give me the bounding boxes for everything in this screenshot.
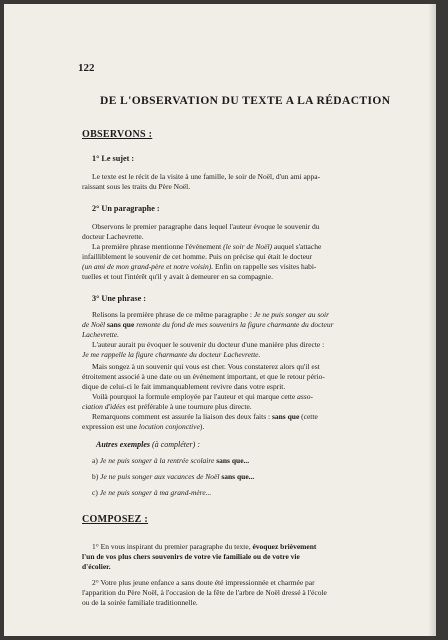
exemple-c: c) Je ne puis songer à ma grand-mère... [92,488,212,497]
paragraphe-line-3: La première phrase mentionne l'événement (le soir de Noël) auquel s'attache [92,242,322,251]
phrase-line-5: Je me rappelle la figure charmante du docteur Lachevrette. [82,350,261,359]
composez-heading: COMPOSEZ : [82,514,149,525]
phrase-line-1: Relisons la première phrase de ce même paragraphe : Je ne puis songer au soir [92,310,330,319]
phrase-line-7: étroitement associé à une date ou un événement important, et que le retour pério- [82,372,325,381]
paragraphe-line-4: infailliblement le souvenir de cet homme. Puis on précise qui était le docteur [82,252,313,261]
composez-p1-line-2: l'un de vos plus chers souvenirs de votre vie familiale ou de votre vie [82,552,300,561]
composez-p2-line-2: l'apparition du Père Noël, à l'occasion de la fête de l'arbre de Noël dressé à l'école [82,588,327,597]
sujet-line-2: raissant sous les traits du Père Noël. [82,182,191,191]
paragraphe-line-5: (un ami de mon grand-père et notre voisin). Enfin on rappelle ses visites habi- [82,262,317,271]
phrase-line-10: ciation d'idées est préférable à une tournure plus directe. [82,402,252,411]
exemple-a: a) Je ne puis songer à la rentrée scolaire sans que... [92,456,250,465]
composez-p2-line-1: 2° Votre plus jeune enfance a sans doute été impressionnée et charmée par [92,578,315,587]
page-shadow [428,4,436,636]
page-title: DE L'OBSERVATION DU TEXTE A LA RÉDACTION [100,95,391,107]
page-number: 122 [78,62,95,74]
phrase-line-8: dique de celui-ci le fait immanquablement revivre dans votre esprit. [82,382,286,391]
composez-p1-line-1: 1° En vous inspirant du premier paragraphe du texte, évoquez brièvement [92,542,317,551]
phrase-line-4: L'auteur aurait pu évoquer le souvenir du docteur d'une manière plus directe : [92,340,325,349]
phrase-heading: 3° Une phrase : [92,294,146,303]
exemple-b: b) Je ne puis songer aux vacances de Noël sans que... [92,472,255,481]
paragraphe-line-1: Observons le premier paragraphe dans lequel l'auteur évoque le souvenir du [92,222,320,231]
phrase-line-11: Remarquons comment est assurée la liaison des deux faits : sans que (cette [92,412,318,421]
exemples-heading: Autres exemples (à compléter) : [96,440,200,449]
book-page [4,4,436,636]
composez-p1-line-3: d'écolier. [82,562,111,571]
paragraphe-line-6: tuelles et tout l'intérêt qu'il y avait à demeurer en sa compagnie. [82,272,273,281]
composez-p2-line-3: ou de la soirée familiale traditionnelle. [82,598,198,607]
phrase-line-9: Voilà pourquoi la formule employée par l'auteur et qui marque cette asso- [92,392,313,401]
paragraphe-line-2: docteur Lachevrette. [82,232,144,241]
sujet-heading: 1° Le sujet : [92,154,135,163]
phrase-line-3: Lachevrette. [82,330,119,339]
paragraphe-heading: 2° Un paragraphe : [92,204,160,213]
phrase-line-12: expression est une locution conjonctive). [82,422,205,431]
observons-heading: OBSERVONS : [82,129,153,140]
phrase-line-6: Mais songez à un souvenir qui vous est cher. Vous constaterez alors qu'il est [92,362,320,371]
phrase-line-2: de Noël sans que remonte du fond de mes souvenirs la figure charmante du docteur [82,320,334,329]
sujet-line-1: Le texte est le récit de la visite à une famille, le soir de Noël, d'un ami appa- [92,172,321,181]
